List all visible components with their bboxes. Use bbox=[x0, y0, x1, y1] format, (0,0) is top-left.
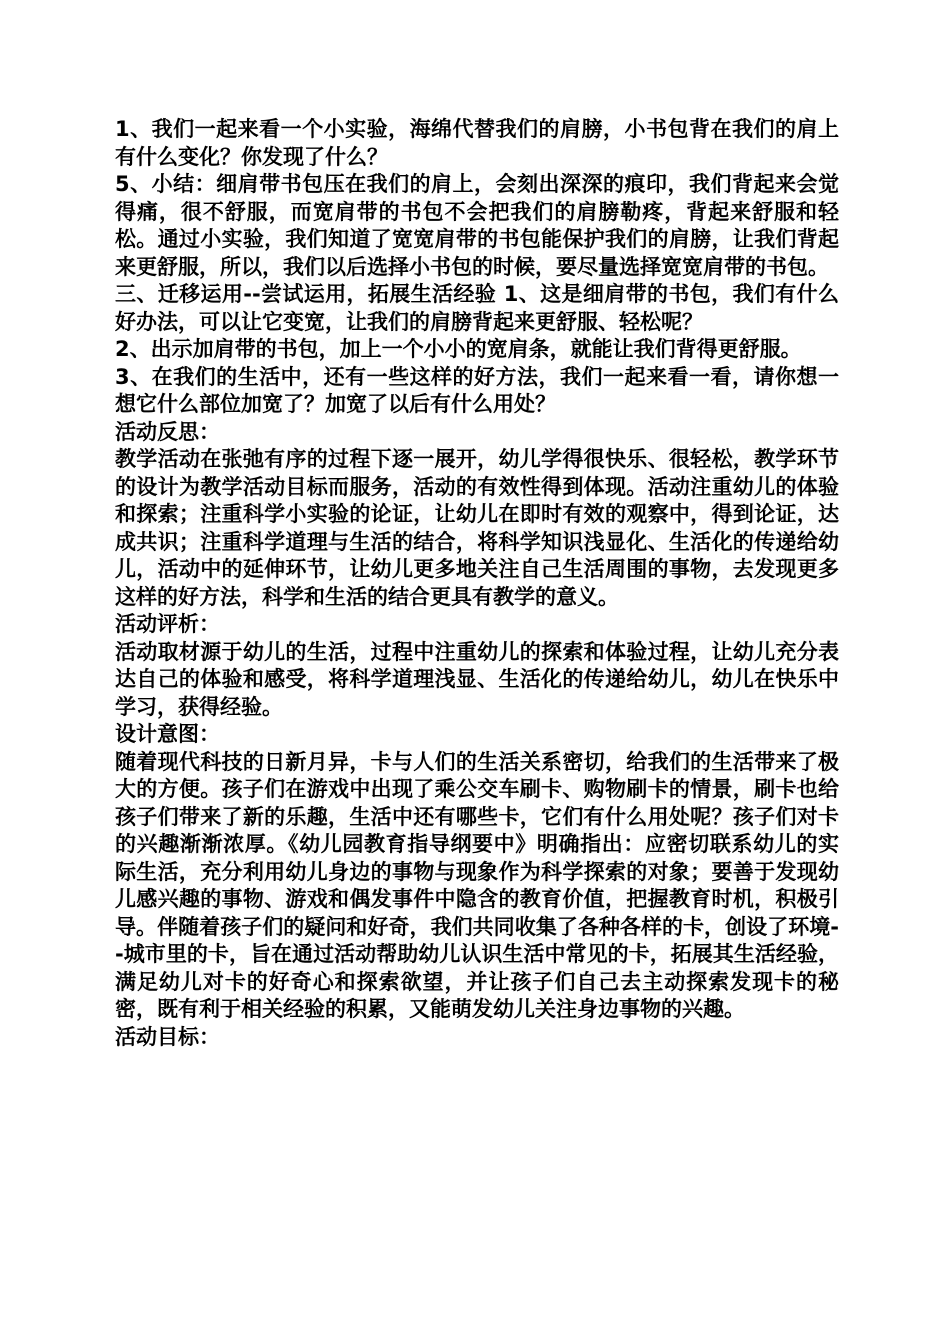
paragraph-reflection: 教学活动在张弛有序的过程下逐一展开，幼儿学得很快乐、很轻松，教学环节的设计为教学活动目标而服务，活动的有效性得到体现。活动注重幼儿的体验和探索；注重科学小实验的论证，让幼儿在即时有效的观察中，得到论证，达成共识；注重科学道理与生活的结合，将科学知识浅显化、生活化的传递给幼儿，活动中的延伸环节，让幼儿更多地关注自己生活周围的事物，去发现更多这样的好方法，科学和生活的结合更具有教学的意义。 bbox=[115, 447, 839, 609]
heading-activity-reflection: 活动反思： bbox=[115, 419, 220, 444]
document-body bbox=[115, 116, 839, 1051]
paragraph-life-methods: 3、在我们的生活中，还有一些这样的好方法，我们一起来看一看，请你想一想它什么部位加宽了？加宽了以后有什么用处？ bbox=[115, 364, 839, 416]
paragraph-design-intent: 随着现代科技的日新月异，卡与人们的生活关系密切，给我们的生活带来了极大的方便。孩子们在游戏中出现了乘公交车刷卡、购物刷卡的情景，刷卡也给孩子们带来了新的乐趣，生活中还有哪些卡，它们有什么用处呢？孩子们对卡的兴趣渐渐浓厚。《幼儿园教育指导纲要中》明确指出：应密切联系幼儿的实际生活，充分利用幼儿身边的事物与现象作为科学探索的对象；要善于发现幼儿感兴趣的事物、游戏和偶发事件中隐含的教育价值，把握教育时机，积极引导。伴随着孩子们的疑问和好奇，我们共同收集了各种各样的卡，创设了环境--城市里的卡，旨在通过活动帮助幼儿认识生活中常见的卡，拓展其生活经验，满足幼儿对卡的好奇心和探索欲望，并让孩子们自己去主动探索发现卡的秘密，既有利于相关经验的积累，又能萌发幼儿关注身边事物的兴趣。 bbox=[115, 749, 839, 1021]
heading-design-intent: 设计意图： bbox=[115, 722, 220, 746]
paragraph-experiment-intro: 1、我们一起来看一个小实验，海绵代替我们的肩膀，小书包背在我们的肩上有什么变化？你发现了什么？ bbox=[115, 117, 839, 169]
heading-activity-analysis: 活动评析： bbox=[115, 612, 220, 636]
paragraph-summary: 5、小结：细肩带书包压在我们的肩上，会刻出深深的痕印，我们背起来会觉得痛，很不舒服，而宽肩带的书包不会把我们的肩膀勒疼，背起来舒服和轻松。通过小实验，我们知道了宽宽肩带的书包能保护我们的肩膀，让我们背起来更舒服，所以，我们以后选择小书包的时候，要尽量选择宽宽肩带的书包。 bbox=[115, 172, 839, 279]
paragraph-show-bag: 2、出示加肩带的书包，加上一个小小的宽肩条，就能让我们背得更舒服。 bbox=[115, 337, 802, 361]
paragraph-transfer-application: 三、迁移运用--尝试运用，拓展生活经验 1、这是细肩带的书包，我们有什么好办法，可以让它变宽，让我们的肩膀背起来更舒服、轻松呢？ bbox=[115, 282, 839, 334]
paragraph-analysis: 活动取材源于幼儿的生活，过程中注重幼儿的探索和体验过程，让幼儿充分表达自己的体验和感受，将科学道理浅显、生活化的传递给幼儿，幼儿在快乐中学习，获得经验。 bbox=[115, 639, 839, 719]
heading-activity-goals: 活动目标： bbox=[115, 1024, 220, 1049]
